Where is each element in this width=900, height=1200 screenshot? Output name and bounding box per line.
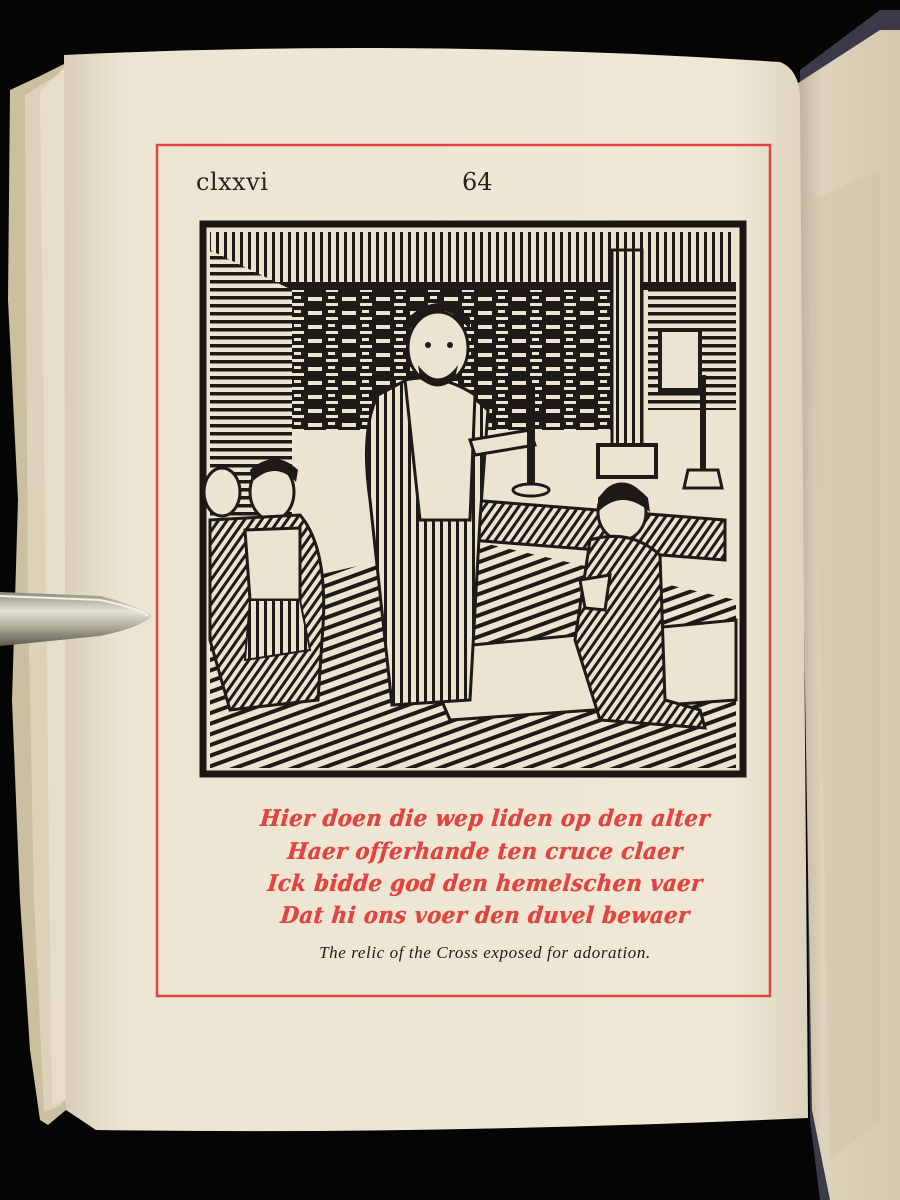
verse-line: Hier doen die wep liden op den alter <box>258 805 712 832</box>
verse-line: Haer offerhande ten cruce claer <box>286 838 684 865</box>
folio-page-number: 64 <box>462 168 493 196</box>
verse-line: Dat hi ons voer den duvel bewaer <box>279 902 691 929</box>
verse-line: Ick bidde god den hemelschen vaer <box>266 870 704 897</box>
folio-roman-numeral: clxxvi <box>196 168 269 196</box>
caption: The relic of the Cross exposed for adoration. <box>319 943 651 962</box>
